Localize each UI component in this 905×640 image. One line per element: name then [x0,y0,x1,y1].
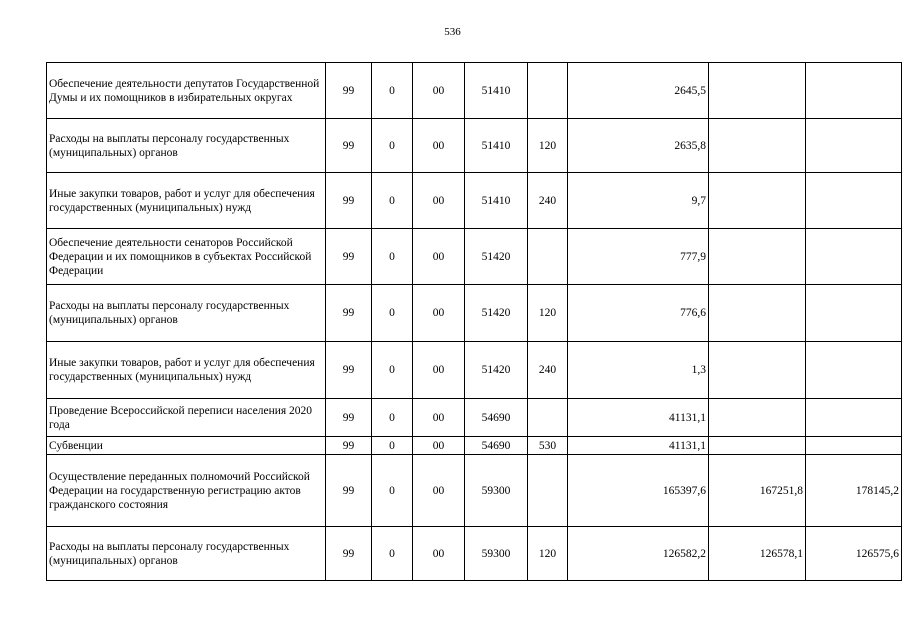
budget-table [46,62,902,581]
cell-code-a: 0 [372,285,413,342]
cell-amount-1: 776,6 [568,285,709,342]
cell-section: 99 [326,63,372,119]
cell-section: 99 [326,173,372,229]
cell-code-c: 59300 [465,527,528,581]
cell-expense-type [528,229,568,285]
cell-code-a: 0 [372,437,413,455]
cell-amount-3 [806,399,902,437]
table-row [47,342,902,399]
cell-amount-2 [709,437,806,455]
cell-code-c: 51420 [465,229,528,285]
cell-code-a: 0 [372,399,413,437]
cell-amount-1: 165397,6 [568,455,709,527]
cell-amount-1: 126582,2 [568,527,709,581]
cell-section: 99 [326,229,372,285]
row-name: Иные закупки товаров, работ и услуг для обеспечения государственных (муниципальных) нужд [47,342,326,399]
cell-amount-3 [806,229,902,285]
cell-code-a: 0 [372,63,413,119]
cell-section: 99 [326,455,372,527]
cell-code-a: 0 [372,119,413,173]
cell-amount-2 [709,173,806,229]
cell-section: 99 [326,119,372,173]
cell-section: 99 [326,437,372,455]
table-row [47,437,902,455]
cell-amount-3: 178145,2 [806,455,902,527]
cell-expense-type: 120 [528,119,568,173]
cell-code-b: 00 [413,119,465,173]
cell-code-c: 59300 [465,455,528,527]
cell-code-b: 00 [413,399,465,437]
page-number: 536 [444,26,461,38]
cell-amount-2 [709,399,806,437]
table-row [47,285,902,342]
cell-section: 99 [326,285,372,342]
cell-section: 99 [326,399,372,437]
cell-code-c: 51410 [465,63,528,119]
cell-amount-3 [806,342,902,399]
table-row [47,63,902,119]
cell-amount-1: 2645,5 [568,63,709,119]
table-row [47,173,902,229]
table-row [47,399,902,437]
cell-code-a: 0 [372,342,413,399]
cell-section: 99 [326,342,372,399]
row-name: Проведение Всероссийской переписи населения 2020 года [47,399,326,437]
cell-amount-1: 41131,1 [568,399,709,437]
row-name: Обеспечение деятельности сенаторов Российской Федерации и их помощников в субъектах Российской Федерации [47,229,326,285]
cell-code-c: 51420 [465,342,528,399]
cell-amount-1: 777,9 [568,229,709,285]
cell-code-b: 00 [413,455,465,527]
cell-amount-2: 126578,1 [709,527,806,581]
cell-code-b: 00 [413,63,465,119]
cell-expense-type [528,63,568,119]
cell-code-b: 00 [413,285,465,342]
cell-expense-type: 240 [528,342,568,399]
cell-amount-1: 2635,8 [568,119,709,173]
cell-amount-2 [709,342,806,399]
cell-code-a: 0 [372,527,413,581]
cell-amount-3 [806,119,902,173]
table-row [47,527,902,581]
cell-amount-2 [709,63,806,119]
cell-amount-3 [806,63,902,119]
cell-code-c: 51410 [465,173,528,229]
cell-code-a: 0 [372,173,413,229]
cell-amount-3 [806,437,902,455]
cell-expense-type: 240 [528,173,568,229]
cell-expense-type [528,399,568,437]
row-name: Расходы на выплаты персоналу государственных (муниципальных) органов [47,527,326,581]
cell-amount-2 [709,285,806,342]
cell-code-c: 51420 [465,285,528,342]
cell-section: 99 [326,527,372,581]
cell-code-b: 00 [413,437,465,455]
table-row [47,119,902,173]
cell-code-c: 54690 [465,399,528,437]
cell-amount-1: 41131,1 [568,437,709,455]
cell-expense-type: 120 [528,527,568,581]
cell-amount-2: 167251,8 [709,455,806,527]
cell-amount-2 [709,229,806,285]
row-name: Субвенции [47,437,326,455]
cell-code-a: 0 [372,455,413,527]
table-row [47,229,902,285]
row-name: Расходы на выплаты персоналу государственных (муниципальных) органов [47,285,326,342]
cell-code-b: 00 [413,342,465,399]
cell-code-a: 0 [372,229,413,285]
row-name: Расходы на выплаты персоналу государственных (муниципальных) органов [47,119,326,173]
cell-expense-type: 120 [528,285,568,342]
cell-amount-2 [709,119,806,173]
cell-code-c: 54690 [465,437,528,455]
cell-code-b: 00 [413,173,465,229]
cell-amount-3 [806,173,902,229]
cell-amount-3: 126575,6 [806,527,902,581]
table-row [47,455,902,527]
cell-code-b: 00 [413,527,465,581]
row-name: Иные закупки товаров, работ и услуг для обеспечения государственных (муниципальных) нужд [47,173,326,229]
cell-expense-type: 530 [528,437,568,455]
row-name: Обеспечение деятельности депутатов Государственной Думы и их помощников в избирательных округах [47,63,326,119]
cell-amount-1: 9,7 [568,173,709,229]
cell-amount-1: 1,3 [568,342,709,399]
row-name: Осуществление переданных полномочий Российской Федерации на государственную регистрацию актов гражданского состояния [47,455,326,527]
cell-amount-3 [806,285,902,342]
cell-code-c: 51410 [465,119,528,173]
cell-expense-type [528,455,568,527]
cell-code-b: 00 [413,229,465,285]
